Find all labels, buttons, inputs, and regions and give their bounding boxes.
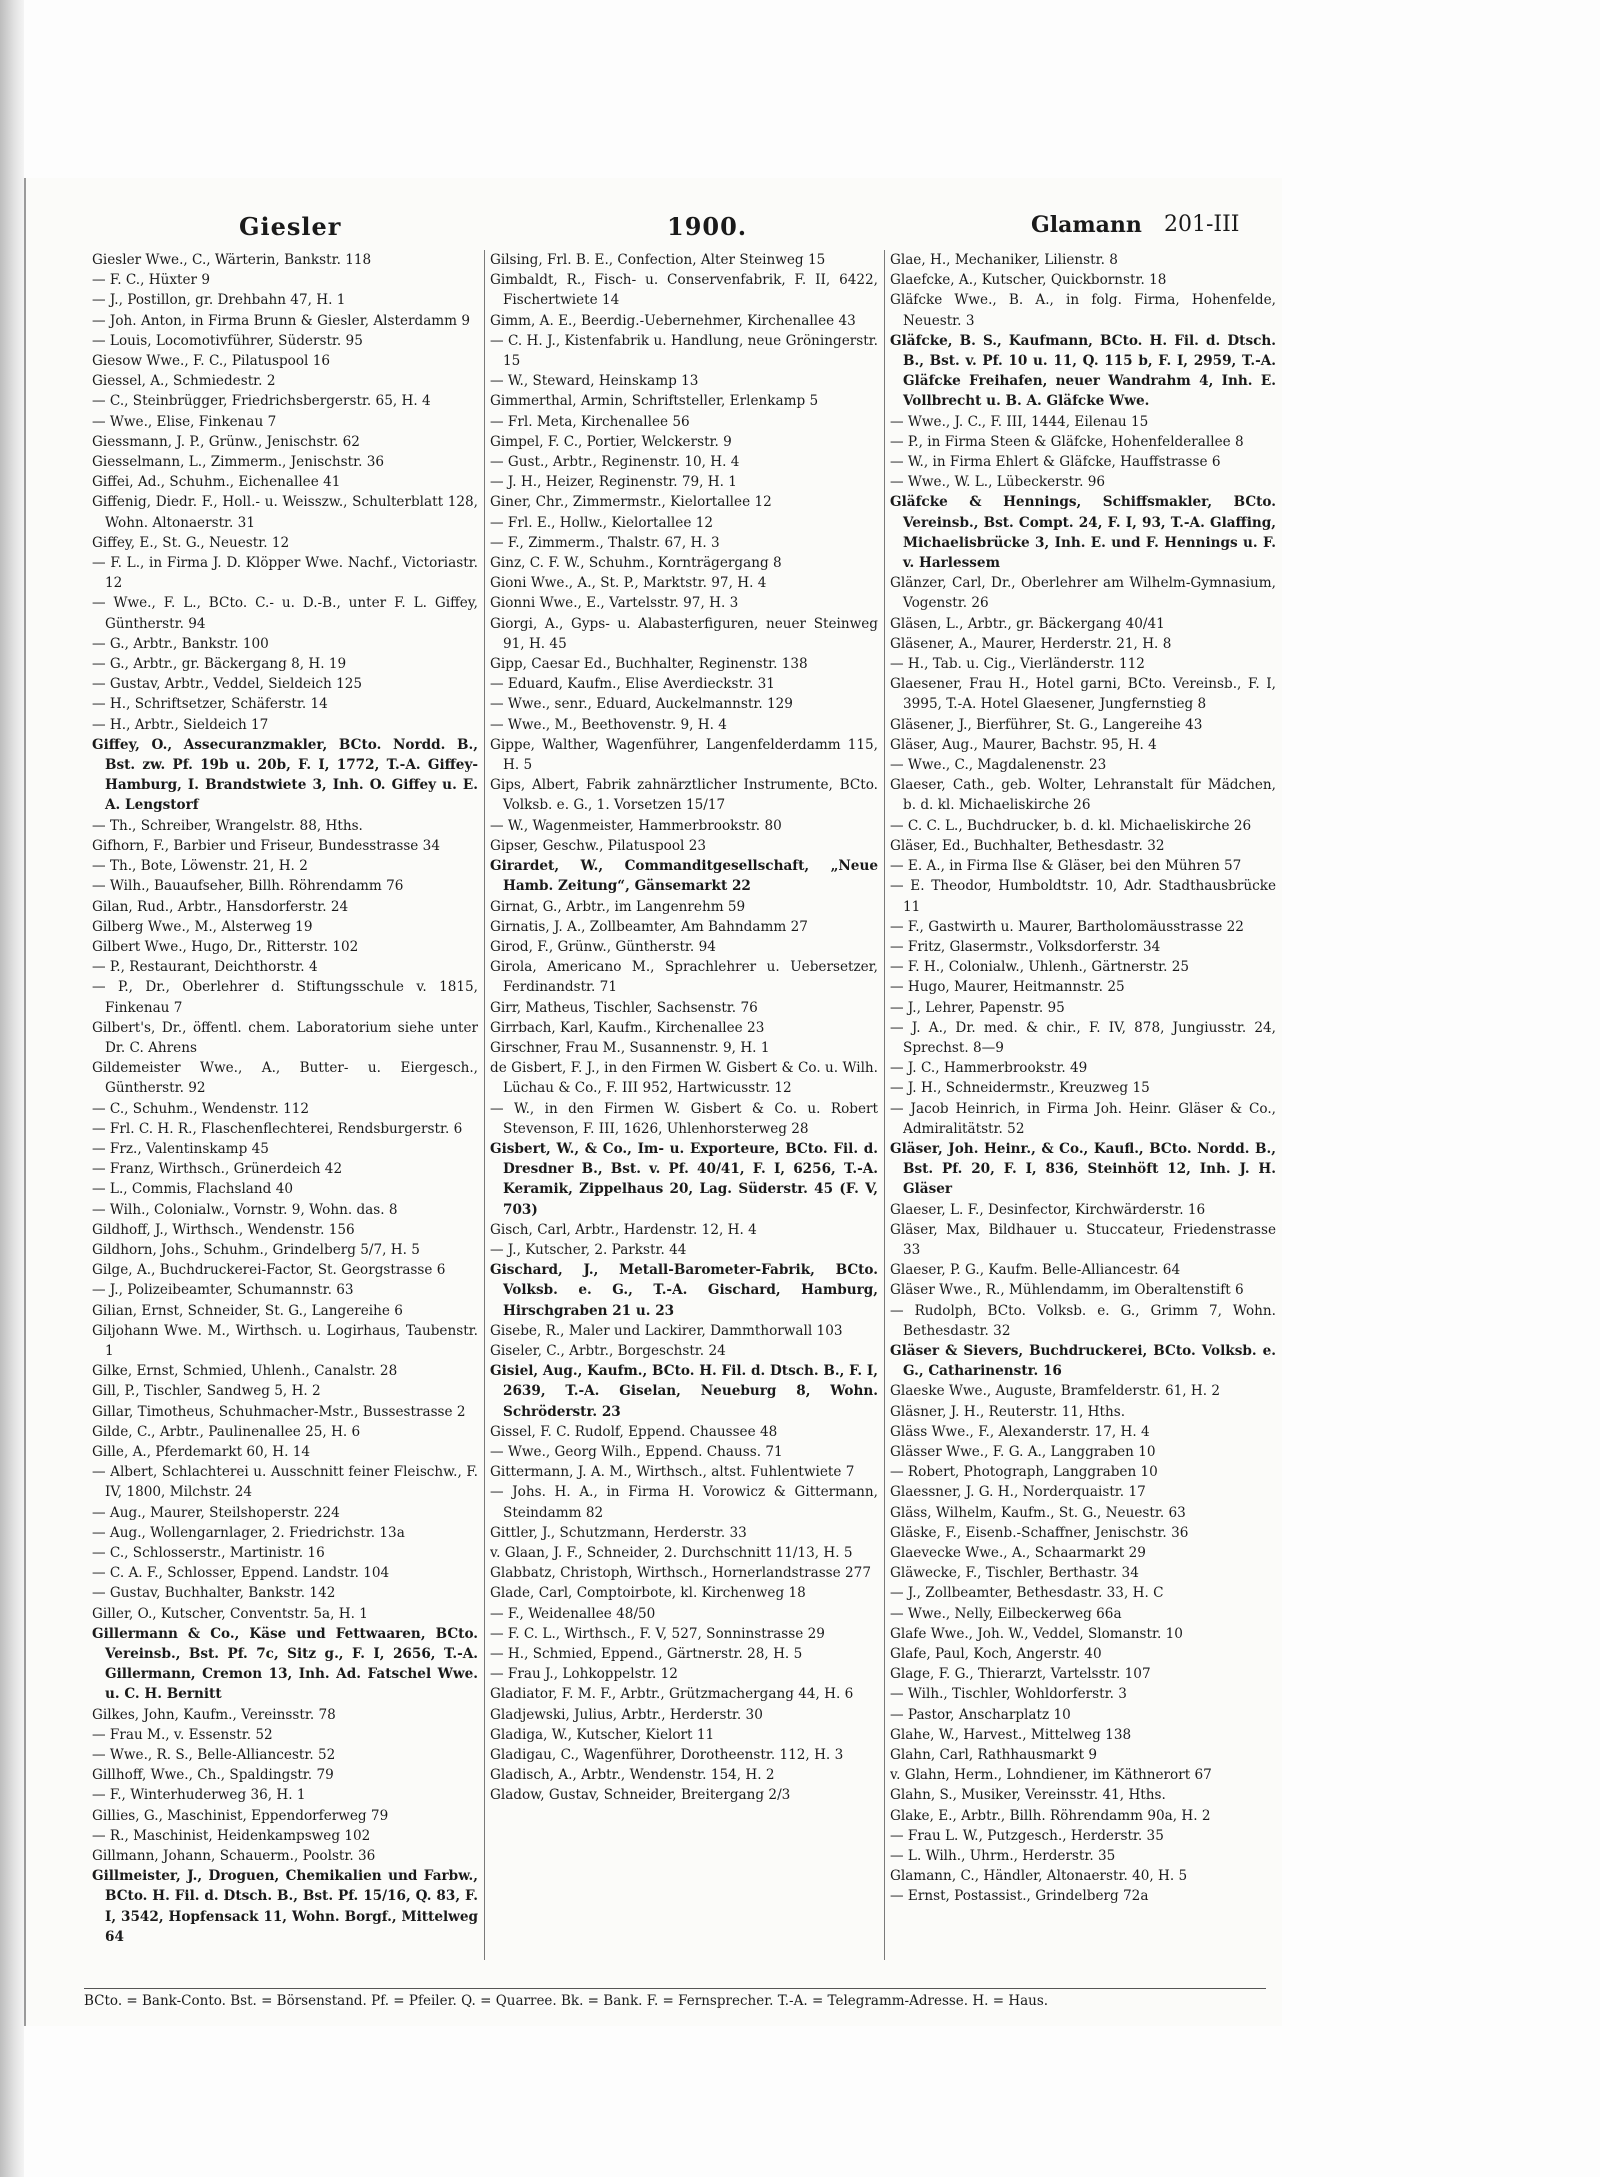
directory-entry: Giffey, O., Assecuranzmakler, BCto. Nordd. B., Bst. zw. Pf. 19b u. 20b, F. I, 1772, T.-A. Giffey-Hamburg, I. Brandstwiete 3, Inh. O. Giffey u. E. A. Lengstorf [92, 736, 478, 814]
directory-entry: Gläfcke & Hennings, Schiffsmakler, BCto. Vereinsb., Bst. Compt. 24, F. I, 93, T.-A. Glaffing, Michaelisbrücke 3, Inh. E. und F. Hennings u. F. v. Harlessem [890, 494, 1276, 572]
directory-entry: — Louis, Locomotivführer, Süderstr. 95 [92, 332, 363, 349]
directory-entry: Gisch, Carl, Arbtr., Hardenstr. 12, H. 4 [490, 1221, 757, 1238]
directory-entry: Glafe Wwe., Joh. W., Veddel, Slomanstr. 10 [890, 1625, 1183, 1642]
directory-entry: — Eduard, Kaufm., Elise Averdieckstr. 31 [490, 676, 775, 693]
directory-entry: Gille, A., Pferdemarkt 60, H. 14 [92, 1443, 311, 1460]
directory-entry: Gisbert, W., & Co., Im- u. Exporteure, BCto. Fil. d. Dresdner B., Bst. v. Pf. 40/41, F. I, 6256, T.-A. Keramik, Zippelhaus 20, Lag. Süderstr. 45 (F. V, 703) [490, 1140, 878, 1218]
directory-entry: — W., Wagenmeister, Hammerbrookstr. 80 [490, 817, 782, 834]
directory-entry: — C., Schuhm., Wendenstr. 112 [92, 1100, 310, 1117]
directory-entry: — J., Postillon, gr. Drehbahn 47, H. 1 [92, 292, 346, 309]
directory-entry: Glaeser, Cath., geb. Wolter, Lehranstalt für Mädchen, b. d. kl. Michaeliskirche 26 [890, 777, 1276, 814]
directory-entry: Glänzer, Carl, Dr., Oberlehrer am Wilhelm-Gymnasium, Vogenstr. 26 [890, 575, 1276, 612]
directory-entry: — Rudolph, BCto. Volksb. e. G., Grimm 7, Wohn. Bethesdastr. 32 [890, 1302, 1276, 1339]
directory-entry: — Gustav, Buchhalter, Bankstr. 142 [92, 1585, 336, 1602]
directory-entry: — Hugo, Maurer, Heitmannstr. 25 [890, 979, 1125, 996]
directory-entry: — Wwe., R. S., Belle-Alliancestr. 52 [92, 1747, 336, 1764]
directory-entry: — J., Kutscher, 2. Parkstr. 44 [490, 1241, 687, 1258]
directory-entry: Giner, Chr., Zimmermstr., Kielortallee 12 [490, 494, 772, 511]
directory-entry: Glade, Carl, Comptoirbote, kl. Kirchenweg 18 [490, 1585, 806, 1602]
directory-entry: Glahn, S., Musiker, Vereinsstr. 41, Hths. [890, 1787, 1166, 1804]
directory-entry: Glae, H., Mechaniker, Lilienstr. 8 [890, 252, 1118, 268]
directory-entry: — F. L., in Firma J. D. Klöpper Wwe. Nachf., Victoriastr. 12 [92, 555, 478, 592]
directory-entry: — L., Commis, Flachsland 40 [92, 1181, 293, 1198]
directory-entry: Giessmann, J. P., Grünw., Jenischstr. 62 [92, 433, 360, 450]
directory-entry: Glaeske Wwe., Auguste, Bramfelderstr. 61, H. 2 [890, 1383, 1221, 1400]
directory-entry: Giseler, C., Arbtr., Borgeschstr. 24 [490, 1342, 726, 1359]
directory-entry: Giffenig, Diedr. F., Holl.- u. Weisszw., Schulterblatt 128, Wohn. Altonaerstr. 31 [92, 494, 478, 531]
directory-entry: Glaesener, Frau H., Hotel garni, BCto. Vereinsb., F. I, 3995, T.-A. Hotel Glaesener, Jungfernstieg 8 [890, 676, 1276, 713]
directory-entry: Gildhoff, J., Wirthsch., Wendenstr. 156 [92, 1221, 355, 1238]
directory-entry: — Fritz, Glasermstr., Volksdorferstr. 34 [890, 938, 1161, 955]
entries-column-3 [890, 250, 1276, 1970]
directory-entry: Gläske, F., Eisenb.-Schaffner, Jenischstr. 36 [890, 1524, 1189, 1541]
directory-entry: Glamann, C., Händler, Altonaerstr. 40, H. 5 [890, 1868, 1188, 1885]
directory-entry: Gissel, F. C. Rudolf, Eppend. Chaussee 48 [490, 1423, 778, 1440]
directory-entry: — C., Steinbrügger, Friedrichsbergerstr. 65, H. 4 [92, 393, 431, 410]
directory-entry: Gillmeister, J., Droguen, Chemikalien und Farbw., BCto. H. Fil. d. Dtsch. B., Bst. Pf. 15/16, Q. 83, F. I, 3542, Hopfensack 11, Wohn. Borgf., Mittelweg 64 [92, 1868, 478, 1945]
directory-entry: — P., Dr., Oberlehrer d. Stiftungsschule v. 1815, Finkenau 7 [92, 979, 478, 1016]
directory-entry: — Albert, Schlachterei u. Ausschnitt feiner Fleischw., F. IV, 1800, Milchstr. 24 [92, 1464, 478, 1501]
directory-entry: Gladisch, A., Arbtr., Wendenstr. 154, H. 2 [490, 1767, 775, 1784]
directory-entry: Giesow Wwe., F. C., Pilatuspool 16 [92, 353, 330, 370]
directory-entry: Gippe, Walther, Wagenführer, Langenfelderdamm 115, H. 5 [490, 736, 878, 774]
directory-entry: — J., Lehrer, Papenstr. 95 [890, 999, 1065, 1016]
directory-entry: — H., Schmied, Eppend., Gärtnerstr. 28, H. 5 [490, 1646, 803, 1663]
directory-entry: — C., Schlosserstr., Martinistr. 16 [92, 1545, 325, 1561]
directory-entry: Gläfcke Wwe., B. A., in folg. Firma, Hohenfelde, Neuestr. 3 [890, 292, 1276, 329]
directory-entry: Gillies, G., Maschinist, Eppendorferweg 79 [92, 1807, 389, 1824]
directory-entry: Giller, O., Kutscher, Conventstr. 5a, H. 1 [92, 1605, 368, 1622]
directory-entry: — W., Steward, Heinskamp 13 [490, 373, 699, 390]
directory-entry: Gips, Albert, Fabrik zahnärztlicher Instrumente, BCto. Volksb. e. G., 1. Vorsetzen 15/17 [490, 777, 878, 814]
directory-entry: — F., Winterhuderweg 36, H. 1 [92, 1787, 306, 1804]
directory-entry: Gläser & Sievers, Buchdruckerei, BCto. Volksb. e. G., Catharinenstr. 16 [890, 1342, 1276, 1380]
directory-entry: — F., Gastwirth u. Maurer, Bartholomäusstrasse 22 [890, 918, 1244, 935]
directory-entry: Glaefcke, A., Kutscher, Quickbornstr. 18 [890, 272, 1167, 289]
directory-entry: Gimmerthal, Armin, Schriftsteller, Erlenkamp 5 [490, 393, 819, 410]
directory-entry: Girod, F., Grünw., Güntherstr. 94 [490, 938, 716, 955]
directory-entry: Glaeser, L. F., Desinfector, Kirchwärderstr. 16 [890, 1201, 1206, 1218]
directory-entry: Glaessner, J. G. H., Norderquaistr. 17 [890, 1484, 1146, 1501]
directory-entry: Girnat, G., Arbtr., im Langenrehm 59 [490, 898, 746, 915]
directory-entry: — Ernst, Postassist., Grindelberg 72a [890, 1888, 1149, 1905]
directory-entry: Ginz, C. F. W., Schuhm., Kornträgergang 8 [490, 555, 782, 572]
header-year: 1900. [667, 212, 748, 241]
directory-entry: — Frau M., v. Essenstr. 52 [92, 1726, 273, 1743]
directory-entry: — G., Arbtr., gr. Bäckergang 8, H. 19 [92, 656, 347, 673]
directory-entry: Gläsener, A., Maurer, Herderstr. 21, H. 8 [890, 635, 1172, 652]
directory-entry: Gilian, Ernst, Schneider, St. G., Langereihe 6 [92, 1302, 403, 1319]
column-divider [884, 250, 885, 1960]
directory-entry: — H., Tab. u. Cig., Vierländerstr. 112 [890, 656, 1145, 673]
directory-entry: — Aug., Wollengarnlager, 2. Friedrichstr. 13a [92, 1524, 405, 1541]
directory-entry: — F. H., Colonialw., Uhlenh., Gärtnerstr. 25 [890, 959, 1190, 976]
column-divider [484, 250, 485, 1960]
directory-entry: Glaevecke Wwe., A., Schaarmarkt 29 [890, 1545, 1146, 1561]
directory-entry: — Wwe., C., Magdalenenstr. 23 [890, 757, 1107, 774]
directory-entry: Girrbach, Karl, Kaufm., Kirchenallee 23 [490, 1019, 765, 1036]
directory-entry: Giffei, Ad., Schuhm., Eichenallee 41 [92, 474, 341, 491]
directory-entry: Gladigau, C., Wagenführer, Dorotheenstr. 112, H. 3 [490, 1747, 844, 1764]
directory-entry: — F., Zimmerm., Thalstr. 67, H. 3 [490, 534, 720, 551]
directory-entry: — Wwe., M., Beethovenstr. 9, H. 4 [490, 716, 727, 733]
directory-entry: — Robert, Photograph, Langgraben 10 [890, 1464, 1158, 1481]
directory-entry: Giessel, A., Schmiedestr. 2 [92, 373, 276, 390]
directory-entry: — C. C. L., Buchdrucker, b. d. kl. Michaeliskirche 26 [890, 817, 1252, 834]
directory-entry: — P., in Firma Steen & Gläfcke, Hohenfelderallee 8 [890, 433, 1244, 450]
directory-entry: Gläsner, J. H., Reuterstr. 11, Hths. [890, 1403, 1126, 1420]
directory-entry: Gläsen, L., Arbtr., gr. Bäckergang 40/41 [890, 615, 1165, 632]
directory-entry: Gischard, J., Metall-Barometer-Fabrik, BCto. Volksb. e. G., T.-A. Gischard, Hamburg, Hirschgraben 21 u. 23 [490, 1262, 878, 1319]
directory-entry: — Frl. E., Hollw., Kielortallee 12 [490, 514, 713, 531]
directory-entry: Giesler Wwe., C., Wärterin, Bankstr. 118 [92, 252, 372, 268]
directory-entry: Gläser, Ed., Buchhalter, Bethesdastr. 32 [890, 837, 1165, 854]
directory-entry: Gipser, Geschw., Pilatuspool 23 [490, 837, 706, 854]
directory-entry: Gladiga, W., Kutscher, Kielort 11 [490, 1726, 715, 1743]
directory-entry: — J. H., Heizer, Reginenstr. 79, H. 1 [490, 474, 737, 491]
directory-entry: — Wwe., J. C., F. III, 1444, Eilenau 15 [890, 413, 1149, 430]
directory-entry: Gilde, C., Arbtr., Paulinenallee 25, H. 6 [92, 1423, 361, 1440]
directory-entry: Gillar, Timotheus, Schuhmacher-Mstr., Bussestrasse 2 [92, 1403, 466, 1420]
directory-entry: — H., Arbtr., Sieldeich 17 [92, 716, 269, 733]
directory-entry: Gläser, Max, Bildhauer u. Stuccateur, Friedenstrasse 33 [890, 1221, 1276, 1258]
directory-entry: Gläser, Aug., Maurer, Bachstr. 95, H. 4 [890, 736, 1157, 753]
directory-entry: — E. A., in Firma Ilse & Gläser, bei den Mühren 57 [890, 858, 1242, 875]
directory-entry: Gläss Wwe., F., Alexanderstr. 17, H. 4 [890, 1423, 1150, 1440]
directory-entry: Gillmann, Johann, Schauerm., Poolstr. 36 [92, 1848, 376, 1865]
directory-entry: — F., Weidenallee 48/50 [490, 1605, 656, 1622]
directory-entry: Gilsing, Frl. B. E., Confection, Alter Steinweg 15 [490, 252, 826, 268]
directory-entry: — Wwe., senr., Eduard, Auckelmannstr. 129 [490, 696, 793, 713]
directory-entry: Gildemeister Wwe., A., Butter- u. Eiergesch., Güntherstr. 92 [92, 1060, 478, 1097]
directory-entry: — Frau J., Lohkoppelstr. 12 [490, 1666, 678, 1683]
directory-entry: — F. C. L., Wirthsch., F. V, 527, Sonninstrasse 29 [490, 1625, 825, 1642]
directory-entry: — F. C., Hüxter 9 [92, 272, 211, 289]
directory-entry: Glafe, Paul, Koch, Angerstr. 40 [890, 1646, 1102, 1663]
directory-entry: Gildhorn, Johs., Schuhm., Grindelberg 5/7, H. 5 [92, 1241, 420, 1258]
directory-entry: Girardet, W., Commanditgesellschaft, „Neue Hamb. Zeitung“, Gänsemarkt 22 [490, 858, 878, 895]
directory-entry: Glake, E., Arbtr., Billh. Röhrendamm 90a, H. 2 [890, 1807, 1211, 1824]
book-spine-edge [0, 0, 24, 2177]
directory-entry: Gläss, Wilhelm, Kaufm., St. G., Neuestr. 63 [890, 1504, 1186, 1521]
directory-entry: Gläfcke, B. S., Kaufmann, BCto. H. Fil. d. Dtsch. B., Bst. v. Pf. 10 u. 11, Q. 115 b, F. I, 2959, T.-A. Gläfcke Freihafen, neuer Wandrahm 4, Inh. E. Vollbrecht u. B. A. Gläfcke Wwe. [890, 332, 1276, 410]
directory-entry: — Wwe., Nelly, Eilbeckerweg 66a [890, 1605, 1122, 1622]
directory-entry: Gittermann, J. A. M., Wirthsch., altst. Fuhlentwiete 7 [490, 1464, 855, 1481]
directory-entry: Girnatis, J. A., Zollbeamter, Am Bahndamm 27 [490, 918, 808, 935]
directory-entry: — J., Polizeibeamter, Schumannstr. 63 [92, 1282, 354, 1299]
directory-entry: Gittler, J., Schutzmann, Herderstr. 33 [490, 1524, 747, 1541]
directory-entry: — H., Schriftsetzer, Schäferstr. 14 [92, 696, 328, 713]
directory-entry: Gladiator, F. M. F., Arbtr., Grützmachergang 44, H. 6 [490, 1686, 854, 1703]
directory-entry: — R., Maschinist, Heidenkampsweg 102 [92, 1827, 371, 1844]
directory-entry: Gimm, A. E., Beerdig.-Uebernehmer, Kirchenallee 43 [490, 312, 856, 329]
directory-entry: Gionni Wwe., E., Vartelsstr. 97, H. 3 [490, 595, 739, 612]
directory-entry: Gilberg Wwe., M., Alsterweg 19 [92, 918, 313, 935]
header-first-name: Giesler [239, 212, 342, 241]
directory-entry: — Jacob Heinrich, in Firma Joh. Heinr. Gläser & Co., Admiralitätstr. 52 [890, 1100, 1276, 1137]
directory-entry: — J., Zollbeamter, Bethesdastr. 33, H. C [890, 1585, 1164, 1602]
directory-entry: — E. Theodor, Humboldtstr. 10, Adr. Stadthausbrücke 11 [890, 878, 1276, 915]
directory-entry: Gilke, Ernst, Schmied, Uhlenh., Canalstr. 28 [92, 1363, 398, 1380]
directory-entry: — Aug., Maurer, Steilshoperstr. 224 [92, 1504, 340, 1521]
directory-entry: — J. C., Hammerbrookstr. 49 [890, 1060, 1088, 1077]
directory-entry: Gipp, Caesar Ed., Buchhalter, Reginenstr. 138 [490, 656, 808, 673]
directory-entry: Glässer Wwe., F. G. A., Langgraben 10 [890, 1443, 1156, 1460]
directory-entry: v. Glaan, J. F., Schneider, 2. Durchschnitt 11/13, H. 5 [490, 1545, 853, 1561]
directory-entry: Gläser, Joh. Heinr., & Co., Kaufl., BCto. Nordd. B., Bst. Pf. 20, F. I, 836, Steinhöft 12, Inh. J. H. Gläser [890, 1140, 1276, 1198]
directory-entry: Glahn, Carl, Rathhausmarkt 9 [890, 1747, 1098, 1764]
directory-entry: Gioni Wwe., A., St. P., Marktstr. 97, H. 4 [490, 575, 767, 592]
directory-entry: — Wilh., Colonialw., Vornstr. 9, Wohn. das. 8 [92, 1201, 398, 1218]
directory-entry: — P., Restaurant, Deichthorstr. 4 [92, 959, 318, 976]
directory-entry: Glage, F. G., Thierarzt, Vartelsstr. 107 [890, 1666, 1151, 1683]
directory-entry: Gläwecke, F., Tischler, Berthastr. 34 [890, 1565, 1139, 1582]
directory-entry: — J. A., Dr. med. & chir., F. IV, 878, Jungiusstr. 24, Sprechst. 8—9 [890, 1019, 1276, 1056]
header-last-name: Glamann [1031, 212, 1142, 238]
directory-entry: Girr, Matheus, Tischler, Sachsenstr. 76 [490, 999, 758, 1016]
directory-entry: — Frau L. W., Putzgesch., Herderstr. 35 [890, 1827, 1164, 1844]
directory-entry: — Gust., Arbtr., Reginenstr. 10, H. 4 [490, 454, 740, 471]
directory-entry: — Th., Bote, Löwenstr. 21, H. 2 [92, 858, 308, 875]
directory-entry: v. Glahn, Herm., Lohndiener, im Käthnerort 67 [890, 1767, 1212, 1784]
directory-entry: — Wwe., F. L., BCto. C.- u. D.-B., unter F. L. Giffey, Güntherstr. 94 [92, 595, 478, 632]
directory-entry: — G., Arbtr., Bankstr. 100 [92, 635, 269, 652]
directory-entry: Glabbatz, Christoph, Wirthsch., Hornerlandstrasse 277 [490, 1565, 871, 1582]
directory-entry: — Joh. Anton, in Firma Brunn & Giesler, Alsterdamm 9 [92, 312, 471, 329]
directory-entry: — Th., Schreiber, Wrangelstr. 88, Hths. [92, 817, 363, 834]
entries-column-2 [490, 250, 878, 1970]
directory-entry: Giljohann Wwe. M., Wirthsch. u. Logirhaus, Taubenstr. 1 [92, 1322, 478, 1359]
directory-entry: — Frl. Meta, Kirchenallee 56 [490, 413, 690, 430]
entries-column-1 [92, 250, 478, 1970]
directory-entry: — W., in Firma Ehlert & Gläfcke, Hauffstrasse 6 [890, 454, 1221, 471]
directory-entry: Gill, P., Tischler, Sandweg 5, H. 2 [92, 1383, 321, 1400]
directory-entry: — Pastor, Anscharplatz 10 [890, 1706, 1071, 1723]
directory-entry: Girschner, Frau M., Susannenstr. 9, H. 1 [490, 1039, 770, 1056]
directory-entry: Gilbert Wwe., Hugo, Dr., Ritterstr. 102 [92, 938, 359, 955]
directory-entry: de Gisbert, F. J., in den Firmen W. Gisbert & Co. u. Wilh. Lüchau & Co., F. III 952, Hartwicusstr. 12 [490, 1060, 878, 1097]
directory-entry: Giesselmann, L., Zimmerm., Jenischstr. 36 [92, 454, 385, 471]
directory-entry: Giffey, E., St. G., Neuestr. 12 [92, 534, 290, 551]
directory-entry: Gläser Wwe., R., Mühlendamm, im Oberaltenstift 6 [890, 1282, 1244, 1299]
abbreviation-legend: BCto. = Bank-Conto. Bst. = Börsenstand. Pf. = Pfeiler. Q. = Quarree. Bk. = Bank. F. = Fernsprecher. T.-A. = Telegramm-Adresse. H. = Haus. [84, 1988, 1266, 2015]
directory-entry: Gimbaldt, R., Fisch- u. Conservenfabrik, F. II, 6422, Fischertwiete 14 [490, 272, 878, 309]
page-number: 201-III [1164, 212, 1240, 237]
directory-entry: — W., in den Firmen W. Gisbert & Co. u. Robert Stevenson, F. III, 1626, Uhlenhorsterweg 28 [490, 1100, 878, 1137]
directory-entry: Gillermann & Co., Käse und Fettwaaren, BCto. Vereinsb., Bst. Pf. 7c, Sitz g., F. I, 2656, T.-A. Gillermann, Cremon 13, Inh. Ad. Fatschel Wwe. u. C. H. Bernitt [92, 1625, 478, 1703]
directory-entry: Girola, Americano M., Sprachlehrer u. Uebersetzer, Ferdinandstr. 71 [490, 959, 878, 996]
directory-entry: — Wilh., Bauaufseher, Billh. Röhrendamm 76 [92, 878, 404, 895]
directory-entry: — Franz, Wirthsch., Grünerdeich 42 [92, 1161, 343, 1178]
directory-entry: — Wwe., Elise, Finkenau 7 [92, 413, 277, 430]
directory-entry: — Johs. H. A., in Firma H. Vorowicz & Gittermann, Steindamm 82 [490, 1484, 878, 1521]
directory-entry: — Wwe., W. L., Lübeckerstr. 96 [890, 474, 1106, 491]
directory-entry: Gifhorn, F., Barbier und Friseur, Bundesstrasse 34 [92, 837, 440, 854]
directory-entry: — C. A. F., Schlosser, Eppend. Landstr. 104 [92, 1565, 390, 1582]
directory-entry: Glahe, W., Harvest., Mittelweg 138 [890, 1726, 1132, 1743]
directory-entry: — C. H. J., Kistenfabrik u. Handlung, neue Gröningerstr. 15 [490, 332, 878, 370]
directory-entry: Gladjewski, Julius, Arbtr., Herderstr. 30 [490, 1706, 763, 1723]
directory-entry: — J. H., Schneidermstr., Kreuzweg 15 [890, 1080, 1150, 1097]
directory-entry: Gilge, A., Buchdruckerei-Factor, St. Georgstrasse 6 [92, 1262, 446, 1279]
directory-entry: Gilbert's, Dr., öffentl. chem. Laboratorium siehe unter Dr. C. Ahrens [92, 1019, 478, 1056]
directory-entry: Giorgi, A., Gyps- u. Alabasterfiguren, neuer Steinweg 91, H. 45 [490, 615, 878, 652]
directory-entry: — Wilh., Tischler, Wohldorferstr. 3 [890, 1686, 1127, 1703]
directory-entry: Gisebe, R., Maler und Lackirer, Dammthorwall 103 [490, 1322, 843, 1339]
directory-entry: Gisiel, Aug., Kaufm., BCto. H. Fil. d. Dtsch. B., F. I, 2639, T.-A. Giselan, Neueburg 8, Wohn. Schröderstr. 23 [490, 1363, 878, 1420]
directory-entry: — L. Wilh., Uhrm., Herderstr. 35 [890, 1848, 1116, 1865]
directory-entry: Gillhoff, Wwe., Ch., Spaldingstr. 79 [92, 1767, 334, 1784]
directory-entry: — Wwe., Georg Wilh., Eppend. Chauss. 71 [490, 1443, 783, 1460]
directory-entry: Gilkes, John, Kaufm., Vereinsstr. 78 [92, 1706, 336, 1723]
directory-entry: Gläsener, J., Bierführer, St. G., Langereihe 43 [890, 716, 1203, 733]
directory-entry: Gimpel, F. C., Portier, Welckerstr. 9 [490, 433, 732, 450]
directory-entry: — Frz., Valentinskamp 45 [92, 1140, 269, 1157]
directory-entry: Gladow, Gustav, Schneider, Breitergang 2/3 [490, 1787, 791, 1804]
directory-entry: Glaeser, P. G., Kaufm. Belle-Alliancestr. 64 [890, 1262, 1181, 1279]
directory-entry: Gilan, Rud., Arbtr., Hansdorferstr. 24 [92, 898, 349, 915]
directory-entry: — Gustav, Arbtr., Veddel, Sieldeich 125 [92, 676, 363, 693]
directory-entry: — Frl. C. H. R., Flaschenflechterei, Rendsburgerstr. 6 [92, 1120, 463, 1137]
